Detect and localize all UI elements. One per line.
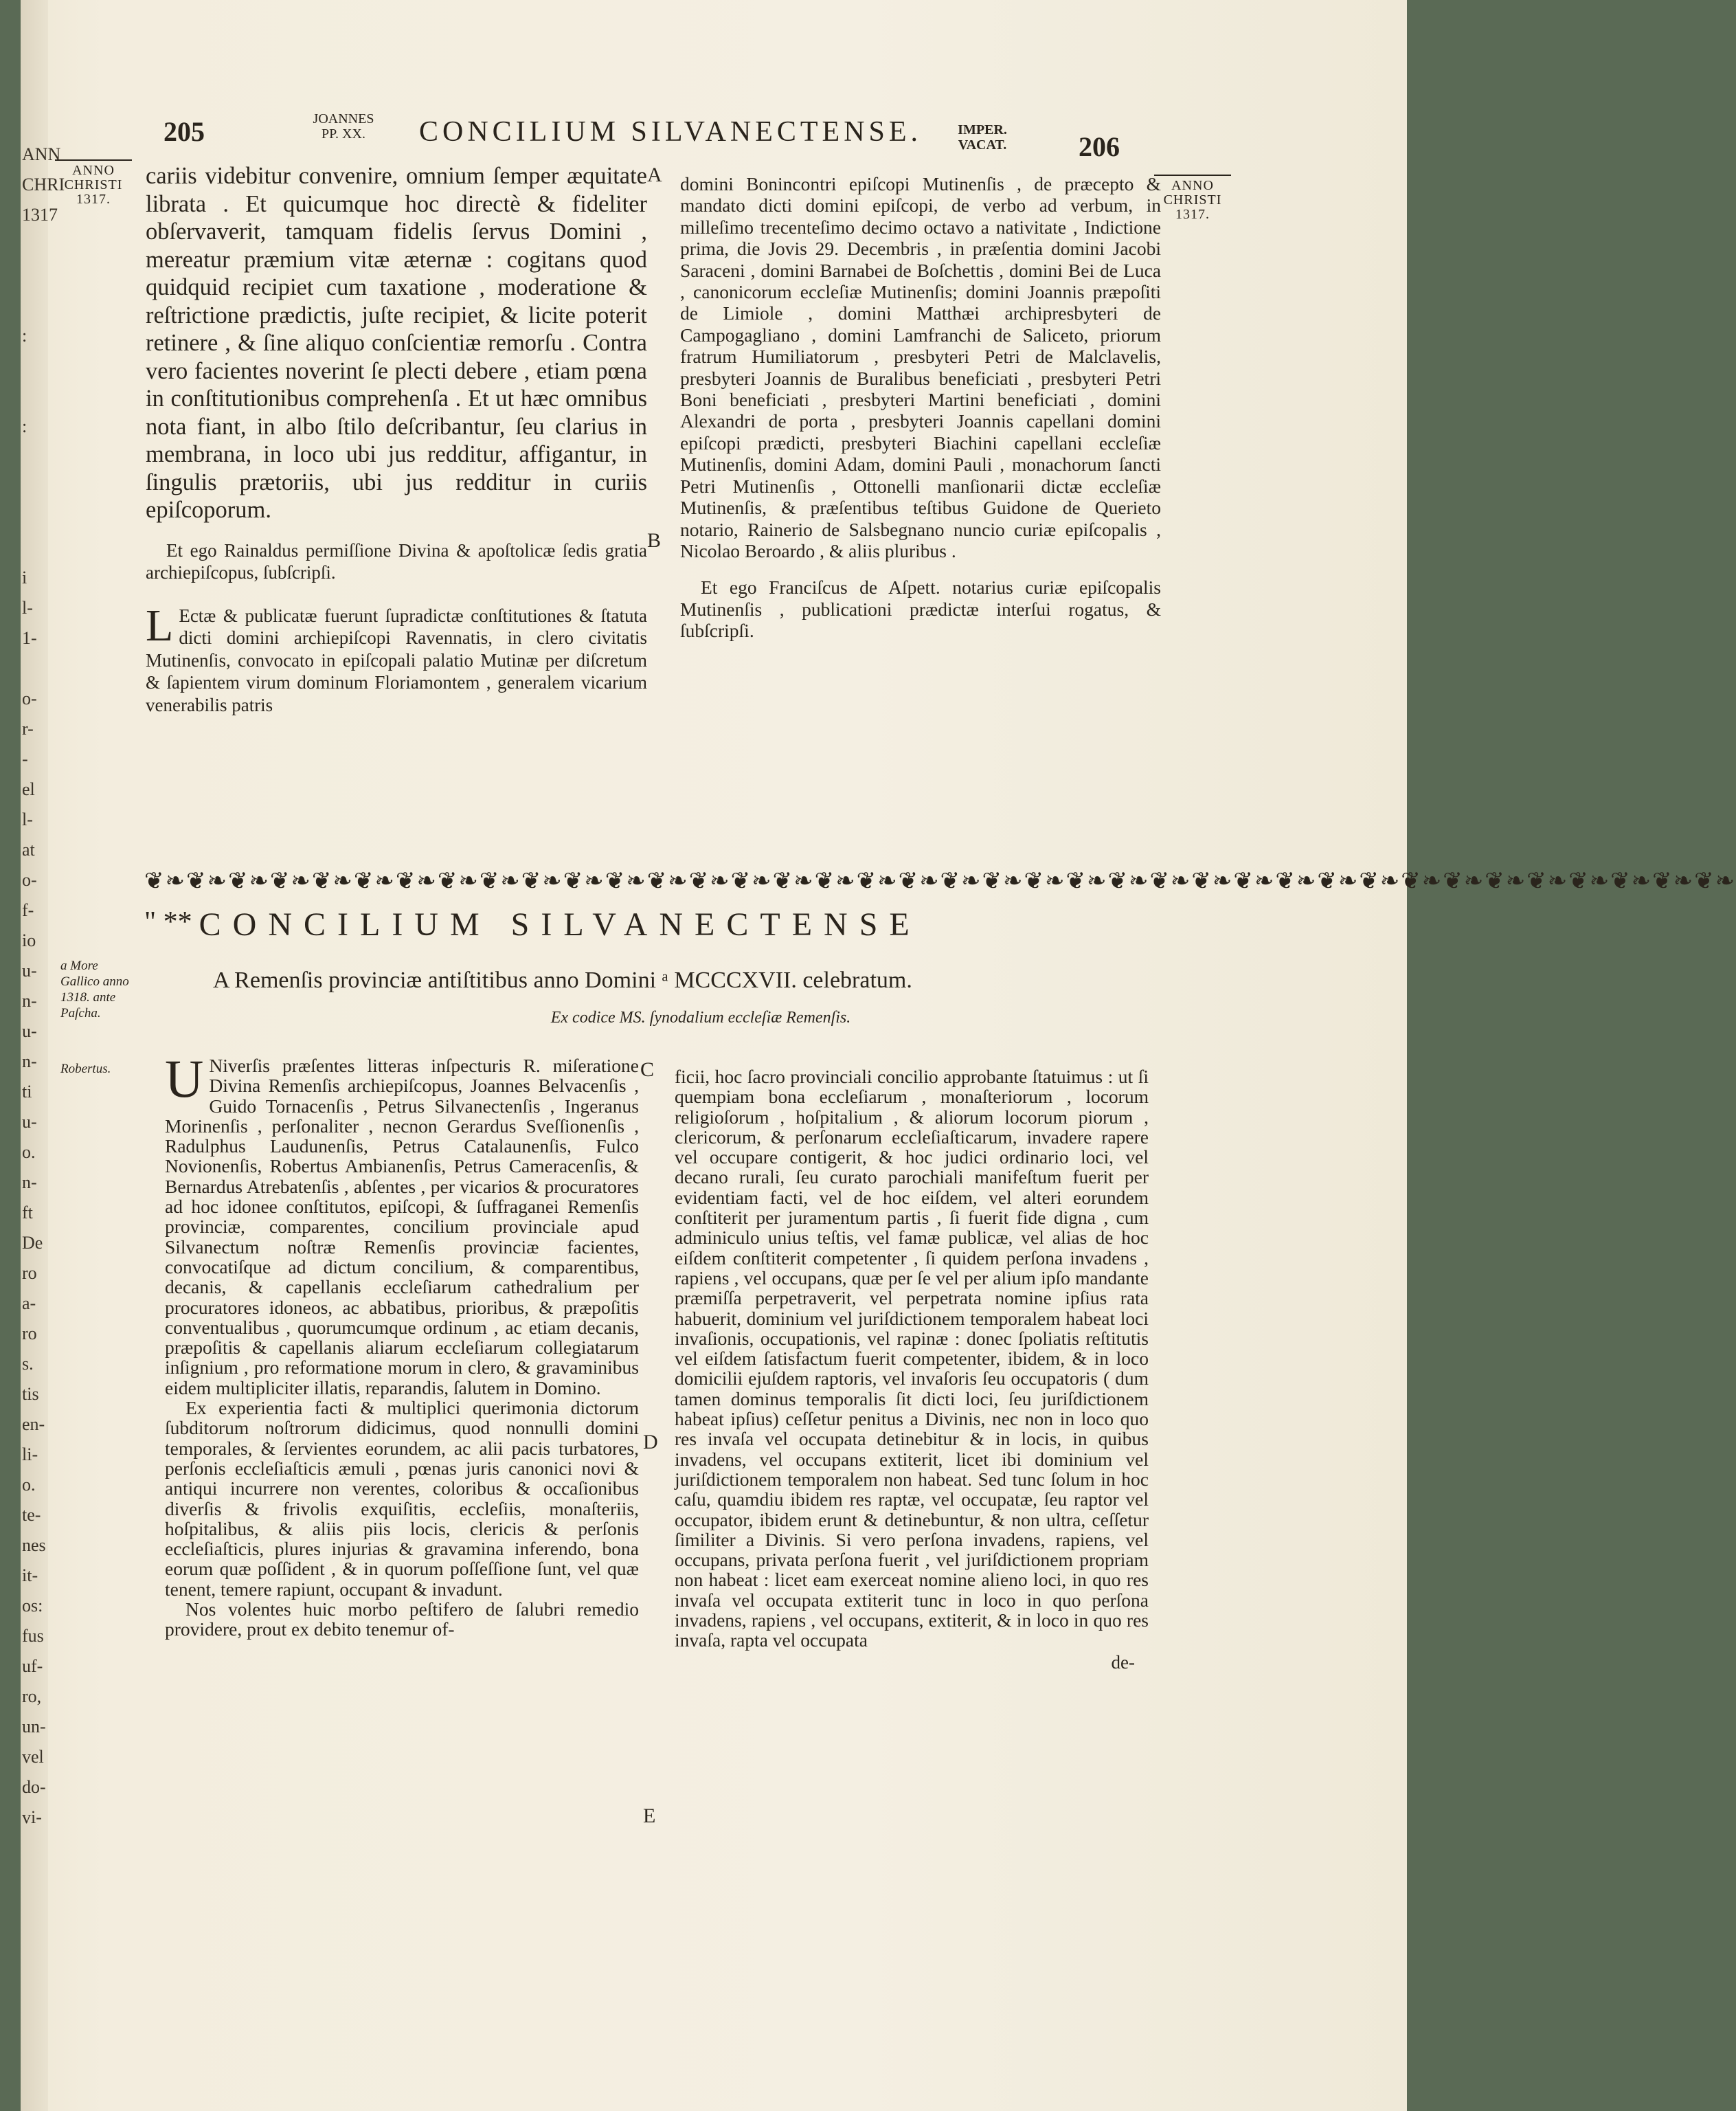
previous-page-edge <box>21 0 65 2111</box>
paragraph <box>146 600 647 717</box>
previous-page-fragment: ro, <box>22 1686 42 1706</box>
anno-line: ANNO <box>1171 178 1214 193</box>
previous-page-fragment: ft <box>22 1203 33 1222</box>
previous-page-fragment: 1317 <box>22 205 58 225</box>
paragraph: Et ego Rainaldus permiſſione Divina & apoſtolicæ ſedis gratia archiepiſcopus, ſubſcripſi. <box>146 539 647 583</box>
left-page-number: 205 <box>164 116 205 147</box>
section-title: CONCILIUM SILVANECTENSE <box>199 906 921 943</box>
anno-line: ANNO <box>72 163 115 178</box>
previous-page-fragment: io <box>22 930 36 950</box>
section-subtitle: A Remenſis provinciæ antiſtitibus anno Domini ᵃ MCCCXVII. celebratum. <box>213 968 912 993</box>
drop-cap: U <box>165 1049 204 1108</box>
section-marker-b: B <box>647 529 662 552</box>
previous-page-fragment: vel <box>22 1747 44 1767</box>
paragraph-text: Niverſis præſentes litteras inſpecturis R. miſeratione Divina Remenſis archiepiſcopus, Joannes Belvacenſis , Guido Tornacenſis , Petrus Silvanectenſis , Ingeranus Morinenſis , perſonaliter , necnon Gerardus Sveſſionenſis , Radulphus Laudunenſis, Petrus Catalaunenſis, Fulco Novionenſis, Robertus Ambianenſis, Petrus Cameracenſis, & Bernardus Atrebatenſis , abſentes , per vicarios & procuratores ad hoc idonee conſtitutos, epiſcopi, & ſuffraganei Remenſis provinciæ, comparentes, concilium provinciale apud Silvanectum noſtræ Remenſis provinciæ facientes, convocatiſque ad dictum concilium, & comparentibus, decanis, & capellanis eccleſiarum cathedralium per procuratores idoneos, ac abbatibus, prioribus, & præpoſitis conventualibus , quorumcumque ordinum , ac etiam decanis, præpoſitis & capellanis aliarum eccleſiarum collegiatarum inſignium , pro reformatione morum in clero, & gravaminibus eidem multipliciter illatis, reparandis, ſalutem in Domino. <box>165 1055 639 1398</box>
paragraph <box>165 1049 639 1398</box>
previous-page-fragment: a- <box>22 1293 36 1313</box>
previous-page-fragment: n- <box>22 1051 37 1071</box>
previous-page-fragment: n- <box>22 1172 37 1192</box>
section-marker-e: E <box>643 1805 656 1827</box>
anno-line: CHRISTI <box>64 177 123 192</box>
anno-line: 1317. <box>1175 207 1210 222</box>
margin-note-date: a More Gallico anno 1318. ante Paſcha. <box>60 959 129 1020</box>
page-running-title: CONCILIUM SILVANECTENSE. <box>419 116 923 148</box>
previous-page-fragment: u- <box>22 961 37 981</box>
previous-page-fragment: l- <box>22 809 33 829</box>
previous-page-fragment: De <box>22 1233 43 1253</box>
catchword: de- <box>1111 1651 1135 1673</box>
bottom-right-column <box>675 1066 1149 1673</box>
previous-page-fragment: - <box>22 749 28 769</box>
previous-page-fragment: i <box>22 568 27 588</box>
previous-page-fragment: 1- <box>22 628 37 648</box>
ornament-band: ❦❧❦❧❦❧❦❧❦❧❦❧❦❧❦❧❦❧❦❧❦❧❦❧❦❧❦❧❦❧❦❧❦❧❦❧❦❧❦❧❦❧❦❧❦❧❦❧❦❧❦❧❦❧❦❧❦❧❦❧❦❧❦❧❦❧❦❧❦❧❦❧❦❧❦❧ <box>144 869 1736 894</box>
top-right-column <box>680 173 1161 642</box>
anno-line: CHRISTI <box>1163 192 1222 208</box>
previous-page-fragment: l- <box>22 598 33 618</box>
paragraph: ficii, hoc ſacro provinciali concilio approbante ſtatuimus : ut ſi quempiam bona eccleſiarum , monaſteriorum , locorum religioſorum , hoſpitalium , & aliorum locorum piorum , clericorum, & perſonarum eccleſiaſticarum, invadere rapere vel occupare contigerit, & hoc judici ordinario loci, vel decano rurali, ſeu curato parochiali manifeſtum fuerit per evidentiam facti, vel de hoc eiſdem, vel alteri eorundem conſtiterit per juramentum partis , ſi fuerit fide digna , cum adminiculo unius teſtis, vel famæ publicæ, vel alias de hoc eiſdem conſtiterit competenter , ſi quidem perſona invadens , rapiens , vel occupans, quæ per ſe vel per alium ipſo mandante præmiſſa perpetraverit, vel perpetrata nomine ipſius rata habuerit, dominium vel juriſdictionem temporalem habeat loci invaſionis, occupationis, vel rapinæ : donec ſpoliatis reſtitutis vel eiſdem ſatisfactum fuerit competenter, ibidem, & in loco domicilii ejuſdem raptoris, vel invaſoris ſeu occupatoris ( dum tamen dominus temporalis ſit dicti loci, ſeu juriſdictionem habeat ipſius) ceſſetur penitus a Divinis, nec non in loco quo res invaſa vel occupata detinebitur & in locis, in quibus invadens, vel occupans extiterit, licet ibi dominium vel juriſdictionem temporalem non habeat. Sed tunc ſolum in hoc caſu, quamdiu ibidem res raptæ, vel occupatæ, ſeu raptor vel occupator, ibidem erunt & detinebuntur, & non ultra, ceſſetur ſimiliter a Divinis. Si vero perſona invadens, rapiens, vel occupans, privata perſona fuerit , vel juriſdictionem propriam non habeat : licet eam exerceat nomine alieno loci, in quo res invaſa vel occupata extiterit tunc in loco in quo perſona invadens, rapiens , vel occupans, extiterit, & in loco in quo res invaſa, rapta vel occupata <box>675 1066 1149 1651</box>
previous-page-fragment: s. <box>22 1354 34 1374</box>
previous-page-fragment: el <box>22 779 35 799</box>
quote-mark: " ** <box>144 906 192 938</box>
margin-note-robertus: Robertus. <box>60 1062 111 1076</box>
previous-page-fragment: : <box>22 416 27 436</box>
book-page <box>21 0 1736 2111</box>
anno-christi-left <box>55 159 132 207</box>
previous-page-fragment: : <box>22 326 27 346</box>
previous-page-fragment: ro <box>22 1323 37 1343</box>
previous-page-fragment: uf- <box>22 1656 43 1676</box>
section-marker-c: C <box>640 1058 655 1081</box>
previous-page-fragment: do- <box>22 1777 46 1797</box>
previous-page-fragment: it- <box>22 1565 38 1585</box>
right-running-head: IMPER. VACAT. <box>958 122 1007 153</box>
previous-page-fragment: li- <box>22 1444 38 1464</box>
previous-page-fragment: tis <box>22 1384 39 1404</box>
section-marker-d: D <box>643 1431 658 1453</box>
previous-page-fragment: at <box>22 840 35 860</box>
section-source: Ex codice MS. ſynodalium eccleſiæ Remenſis. <box>550 1009 851 1027</box>
paragraph: Nos volentes huic morbo peſtifero de ſalubri remedio providere, prout ex debito tenemur of- <box>165 1598 639 1640</box>
previous-page-fragment: vi- <box>22 1807 42 1827</box>
previous-page-fragment: o- <box>22 870 37 890</box>
section-heading <box>144 906 1161 943</box>
paragraph: cariis videbitur convenire, omnium ſemper æquitate librata . Et quicumque hoc directè & fideliter obſervaverit, tamquam fidelis ſervus Domini , mereatur præmium vitæ æternæ : cogitans quod quidquid recipiet cum taxatione , moderatione & reſtrictione prædictis, juſte recipiet, & licite poterit retinere , & ſine aliquo conſcientiæ remorſu . Contra vero facientes noverint ſe plecti debere , etiam pœna in conſtitutionibus comprehenſa . Et ut hæc omnibus nota fiant, in albo ſtilo deſcribantur, ſeu clarius in membrana, in loco ubi jus redditur, affigantur, in ſingulis prætoriis, ubi jus redditur in curiis epiſcoporum. <box>146 163 647 523</box>
previous-page-fragment: en- <box>22 1414 45 1434</box>
left-running-head: JOANNES PP. XX. <box>313 111 374 142</box>
previous-page-fragment: f- <box>22 900 34 920</box>
paragraph: Ex experientia facti & multiplici querimonia dictorum ſubditorum noſtrorum didicimus, quod nonnulli domini temporales, & ſervientes eorundem, ac alii pacis turbatores, perſonis eccleſiaſticis æmuli , pœnas juris canonici novi & antiqui incurrere non verentes, coloribus & occaſionibus diverſis & frivolis exquiſitis, eccleſiis, monaſteriis, hoſpitalibus, & aliis piis locis, clericis & perſonis eccleſiaſticis, plures injurias & gravamina inferendo, bona eorum quæ poſſident , & in quorum poſſeſſione ſunt, vel quæ tenent, temere rapiunt, occupant & invadunt. <box>165 1397 639 1600</box>
previous-page-fragment: nes <box>22 1535 46 1555</box>
drop-cap: L <box>146 600 174 651</box>
previous-page-fragment: CHRI <box>22 175 65 194</box>
previous-page-fragment: n- <box>22 991 37 1011</box>
previous-page-fragment: ANN <box>22 144 61 164</box>
previous-page-fragment: te- <box>22 1505 41 1525</box>
previous-page-fragment: ro <box>22 1263 37 1283</box>
right-page-number: 206 <box>1079 131 1120 162</box>
previous-page-fragment: o- <box>22 689 37 708</box>
anno-line: 1317. <box>76 192 111 207</box>
previous-page-fragment: un- <box>22 1717 46 1736</box>
previous-page-fragment: u- <box>22 1021 37 1041</box>
previous-page-fragment: u- <box>22 1112 37 1132</box>
previous-page-fragment: os: <box>22 1596 43 1616</box>
paragraph: domini Bonincontri epiſcopi Mutinenſis , de præcepto & mandato dicti domini epiſcopi, de verbo ad verbum, in milleſimo trecenteſimo decimo octavo a nativitate , Indictione prima, die Jovis 29. Decembris , in præſentia domini Jacobi Saraceni , domini Barnabei de Boſchettis , domini Bei de Luca , canonicorum eccleſiæ Mutinenſis; domini Joannis præpoſiti de Limiole , domini Matthæi archipresbyteri de Campogagliano , domini Lamfranchi de Saliceto, priorum fratrum Humiliatorum , presbyteri Petri de Malclavelis, presbyteri Joannis de Buralibus beneficiati , presbyteri Petri Boni beneficiati , presbyteri Martini beneficiati , domini Alexandri de porta , presbyteri Joannis capellani domini epiſcopi prædicti, presbyteri Biachini capellani eccleſiæ Mutinenſis, domini Adam, domini Pauli , monachorum ſancti Petri Mutinenſis , Ottonelli manſionarii dictæ eccleſiæ Mutinenſis, & præſentibus teſtibus Guidone de Querieto notario, Rainerio de Salsbegnano nuncio curiæ epiſcopalis , Nicolao Beroardo , & aliis pluribus . <box>680 173 1161 561</box>
paragraph: Et ego Franciſcus de Aſpett. notarius curiæ epiſcopalis Mutinenſis , publicationi prædictæ interſui rogatus, & ſubſcripſi. <box>680 577 1161 642</box>
previous-page-fragment: o. <box>22 1142 36 1162</box>
section-marker-a: A <box>647 164 662 186</box>
top-left-column <box>146 162 647 716</box>
paragraph-text: Ectæ & publicatæ fuerunt ſupradictæ conſtitutiones & ſtatuta dicti domini archiepiſcopi Ravennatis, in clero civitatis Mutinenſis, convocato in epiſcopali palatio Mutinæ per diſcretum & ſapientem virum dominum Floriamontem , generalem vicarium venerabilis patris <box>146 605 647 715</box>
previous-page-fragment: o. <box>22 1475 36 1495</box>
previous-page-fragment: r- <box>22 719 34 739</box>
previous-page-fragment: fus <box>22 1626 44 1646</box>
previous-page-fragment: ti <box>22 1082 32 1102</box>
anno-christi-right <box>1154 175 1231 222</box>
bottom-left-column <box>165 1049 639 1640</box>
